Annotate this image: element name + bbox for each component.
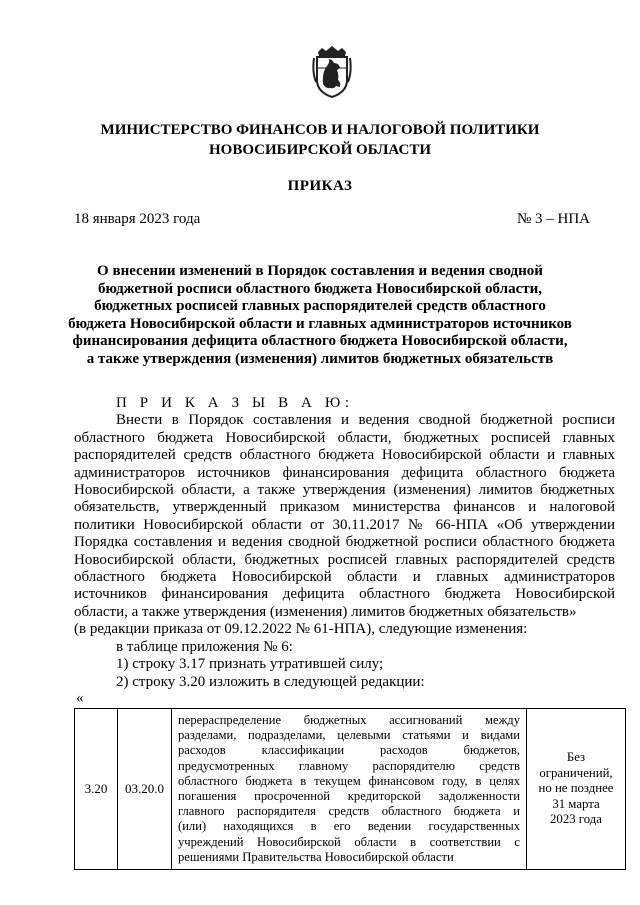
ministry-name: [0, 120, 640, 160]
order-number: № 3 – НПА: [516, 211, 590, 227]
row-term: [527, 709, 626, 870]
description-line: погашения просроченной кредиторской задолженности: [178, 789, 520, 804]
amendment-table: [74, 708, 626, 870]
main-paragraph: Внести в Порядок составления и ведения сводной бюджетной росписи областного бюджета Новосибирской области, бюджетных росписей главных распорядителей средств областного бюджета Новосибирской области и главных администраторов источников финансирования дефицита областного бюджета Новосибирской области, а также утверждения (изменения) лимитов бюджетных обязательств, утвержденный приказом министерства финансов и налоговой политики Новосибирской области от 30.11.2017 № 66-НПА «Об утверждении Порядка составления и ведения сводной бюджетной росписи областного бюджета Новосибирской области, бюджетных росписей главных распорядителей средств областного бюджета Новосибирской области и главных администраторов источников финансирования дефицита областного бюджета Новосибирской области, а также утверждения (изменения) лимитов бюджетных обязательств»: [74, 412, 615, 620]
subject-line: бюджетной росписи областного бюджета Новосибирской области,: [97, 280, 543, 297]
description-line: учреждений Новосибирской области в соответствии с: [178, 834, 520, 849]
description-line: перераспределение бюджетных ассигнований между: [178, 713, 520, 727]
subject-line: финансирования дефицита областного бюджета Новосибирской области,: [72, 333, 568, 349]
subject-line: бюджета Новосибирской области и главных администраторов источников: [68, 315, 572, 332]
row-description: [172, 709, 527, 870]
main-paragraph-end: (в редакции приказа от 09.12.2022 № 61-НПА), следующие изменения:: [74, 621, 528, 638]
term-line: 2023 года: [550, 812, 602, 827]
quote-open: «: [76, 690, 84, 706]
document-type: ПРИКАЗ: [287, 178, 353, 194]
subject-line: бюджетных росписей главных распорядителей средств областного: [94, 298, 546, 314]
description-line: областного бюджета в текущем финансовом году, в целях: [178, 773, 520, 788]
prikazyvayu-line: [74, 395, 615, 412]
description-line: главного распорядителя средств областного бюджета и: [178, 804, 520, 819]
description-line: предусмотренных главному распорядителю средств: [178, 758, 520, 773]
term-line: ограничений,: [539, 765, 613, 780]
order-body: [74, 395, 615, 691]
subject-line: О внесении изменений в Порядок составления и ведения сводной: [97, 263, 543, 279]
term-line: 31 марта: [552, 796, 600, 811]
term-line: Без: [566, 750, 586, 765]
item-2: 2) строку 3.20 изложить в следующей редакции:: [116, 673, 425, 690]
ministry-line-2: НОВОСИБИРСКОЙ ОБЛАСТИ: [208, 142, 432, 158]
prikazyvayu: П Р И К А З Ы В А Ю:: [116, 395, 354, 411]
row-code: 03.20.0: [118, 709, 172, 870]
description-line: решениями Правительства Новосибирской области: [178, 849, 454, 864]
row-number: 3.20: [75, 709, 118, 870]
ministry-line-1: МИНИСТЕРСТВО ФИНАНСОВ И НАЛОГОВОЙ ПОЛИТИКИ: [100, 122, 540, 138]
item-intro: в таблице приложения № 6:: [116, 638, 293, 655]
term-line: но не позднее: [538, 781, 614, 796]
table-row: [75, 709, 626, 870]
item-1: 1) строку 3.17 признать утратившей силу;: [116, 656, 384, 673]
coat-of-arms-icon: [312, 42, 352, 98]
description-line: разделами, подразделами, целевыми статьями и видами: [178, 728, 520, 743]
description-line: (или) находящихся в его ведении государственных: [178, 819, 520, 834]
order-date: 18 января 2023 года: [74, 211, 201, 227]
order-subject: [0, 263, 640, 368]
description-line: расходов классификации расходов бюджетов,: [178, 743, 520, 758]
subject-line: а также утверждения (изменения) лимитов бюджетных обязательств: [86, 350, 554, 367]
